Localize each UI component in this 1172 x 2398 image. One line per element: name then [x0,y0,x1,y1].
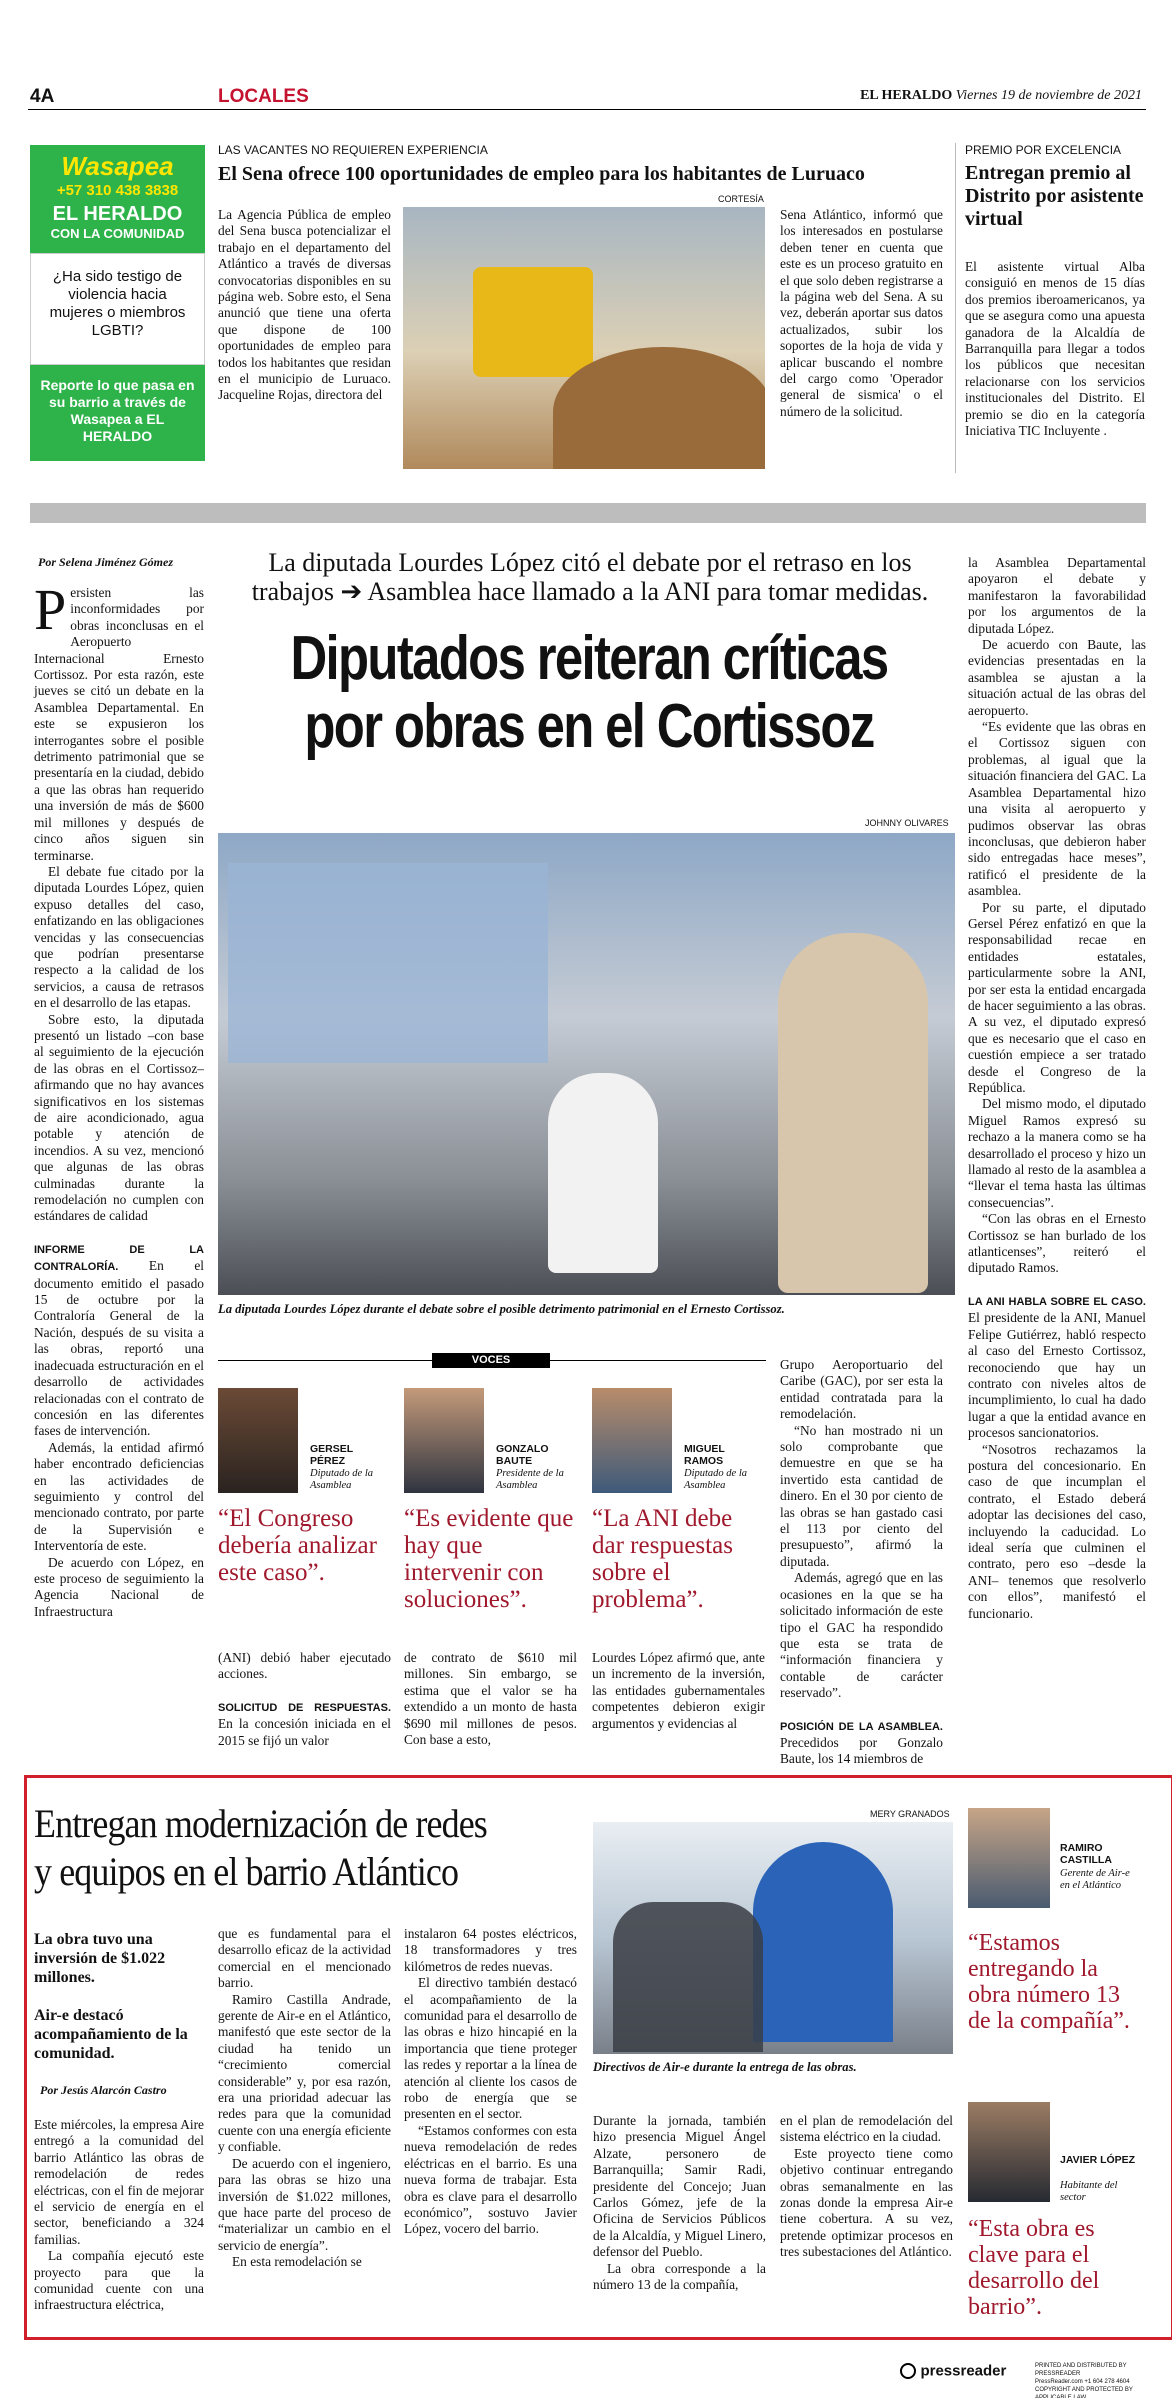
voz-quote-perez: “El Congreso debería analizar este caso”. [218,1505,377,1586]
right-p1: la Asamblea Departamental apoyaron el debate y manifestaron la favorabilidad por los argumentos de la diputada López. [968,555,1146,636]
pressreader-brand: pressreader [920,2362,1007,2380]
footer-copyright: COPYRIGHT AND PROTECTED BY APPLICABLE LAW [1035,2387,1133,2398]
mid-p1: Grupo Aeroportuario del Caribe (GAC), por ser esta la entidad contratada para la remodelación. [780,1357,943,1422]
left-p5: Además, la entidad afirmó haber encontrado deficiencias en las actividades de seguimiento y control del mencionado contrato, por parte de la Supervisión e Interventoría de este. [34,1439,204,1554]
portrait-lopez [968,2102,1050,2202]
main-photo-credit: JOHNNY OLIVARES [865,818,949,828]
ad-brand: Wasapea [61,151,174,181]
voz-quote-castilla: “Estamos entregando la obra número 13 de la compañía”. [968,1930,1130,2034]
air-col1-p2: La compañía ejecutó este proyecto para que la comunidad cuente con una infraestructura eléctrica, [34,2248,204,2313]
voz-quote-lopez: “Esta obra es clave para el desarrollo del barrio”. [968,2216,1100,2320]
air-col1-p1: Este miércoles, la empresa Aire entregó a la comunidad del barrio Atlántico las obras de remodelación de redes eléctricas, con el fin de mejorar el servicio de energía en el sector, beneficiando a 324 familias. [34,2117,204,2247]
voz-role-ramos: Diputado de la Asamblea [684,1468,747,1491]
voz-perez [218,1388,398,1586]
voz-name-baute: GONZALO BAUTE [496,1443,549,1467]
dropcap: P [34,577,67,642]
alba-divider [955,143,956,473]
left-p1: ersisten las inconformidades por obras inconclusas en el Aeropuerto Internacional Ernesto Cortissoz. Por esta razón, este jueves se citó un debate en la Asamblea Departamental. En este se expusieron los interrogantes sobre el posible detrimento patrimonial que se presentaría en la ciudad, debido a que las obras han requerido una inversión de más de $600 mil millones y después de cinco años siguen sin terminarse. [34,585,204,863]
mid-p4: Precedidos por Gonzalo Baute, los 14 miembros de [780,1734,943,1767]
voces-label: VOCES [432,1353,550,1368]
footer-legal [1035,2362,1150,2398]
main-photo [218,833,955,1295]
air-col4 [593,2113,766,2293]
portrait-baute [404,1388,484,1493]
voz-role-castilla: Gerente de Air-e en el Atlántico [1060,1868,1130,1891]
sena-kicker: LAS VACANTES NO REQUIEREN EXPERIENCIA [218,143,488,157]
projector-screen [228,863,548,1063]
right-p8: “Nosotros rechazamos la postura del concesionario. En caso de que incumplan el contrato, el Estado deberá adoptar las decisiones del caso, incluyendo la caducidad. Lo ideal sería que culminen el contrato, pero eso –desde la ANI– tenemos que resolverlo con ellos”, manifestó el funcionario. [968,1441,1146,1621]
air-col4-p1: Durante la jornada, también hizo presencia Miguel Ángel Alzate, personero de Barranquilla; Samir Radi, presidente del Concejo; Juan Carlos Gómez, jefe de la Oficina de Servicios Públicos de la Alcaldía, y Miguel Linero, defensor del Pueblo. [593,2113,766,2260]
right-p6: “Con las obras en el Ernesto Cortissoz se han burlado de los atlanticenses”, reiteró el diputado Ramos. [968,1211,1146,1276]
air-photo-credit: MERY GRANADOS [870,1809,950,1819]
people-group [613,1902,763,2052]
ad-question: ¿Ha sido testigo de violencia hacia mujeres o miembros LGBTI? [30,253,205,365]
alba-body: El asistente virtual Alba consiguió en menos de 15 días dos premios iberoamericanos, ya que se asegura como una apuesta ganadora de la Alcaldía de Barranquilla para llegar a todos los públicos que necesitan relacionarse con los servicios institucionales del Distrito. El premio se dio en la categoría Iniciativa TIC Incluyente . [965,259,1145,439]
air-col5-p1: en el plan de remodelación del sistema eléctrico en la ciudad. [780,2113,953,2145]
main-byline: Por Selena Jiménez Gómez [38,555,173,569]
bottom-c1-sub-para [218,1699,391,1749]
air-col3 [404,1926,577,2238]
voz-name-perez: GERSEL PÉREZ [310,1443,353,1467]
ad-org-sub: CON LA COMUNIDAD [50,226,185,241]
air-voz-castilla [968,1808,1148,2034]
voz-quote-ramos: “La ANI debe dar respuestas sobre el problema”. [592,1505,733,1613]
voz-name-castilla: RAMIRO CASTILLA [1060,1842,1112,1866]
bottom-c1-p1: (ANI) debió haber ejecutado acciones. [218,1650,391,1682]
sena-headline: El Sena ofrece 100 oportunidades de empleo para los habitantes de Luruaco [218,163,865,185]
left-p3: Sobre esto, la diputada presentó un listado –con base al seguimiento de la ejecución de las obras en el Cortissoz– afirmando que no hay avances significativos en los sistemas de aire acondicionado, agua potable y atención de incendios. A su vez, mencionó que algunas de las obras culminadas durante la remodelación no cumplen con estándares de calidad [34,1011,204,1224]
mid-p3: Además, agregó que en las ocasiones en la que se ha solicitado información de este tipo el GAC ha respondido que esta se trata de “información financiera y contable de carácter reservado”. [780,1570,943,1701]
air-col4-p2: La obra corresponde a la número 13 de la compañía, [593,2260,766,2293]
right-p7: El presidente de la ANI, Manuel Felipe Gutiérrez, habló respecto al caso del Ernesto Cortissoz, reconociendo que hay un contrato con niveles altos de incumplimiento, lo cual ha dado lugar a que la entidad avance en procesos sancionatorios. [968,1310,1146,1441]
air-headline-2: y equipos en el barrio Atlántico [34,1849,459,1894]
voz-role-baute: Presidente de la Asamblea [496,1468,564,1491]
alba-headline: Entregan premio al Distrito por asistente virtual [965,162,1144,230]
main-bottom-c2: de contrato de $610 mil millones. Sin embargo, se estima que el valor se ha extendido a un monto de hasta $690 mil millones de pesos. Con base a esto, [404,1650,577,1748]
portrait-castilla [968,1808,1050,1908]
main-bottom-c1 [218,1650,391,1749]
air-byline: Por Jesús Alarcón Castro [40,2083,167,2097]
main-caption: La diputada Lourdes López durante el debate sobre el posible detrimento patrimonial en el Ernesto Cortissoz. [218,1302,785,1316]
section-label: LOCALES [218,86,309,107]
left-subhead: INFORME DE LA CONTRALORÍA. [34,1243,204,1274]
left-p2: El debate fue citado por la diputada Lourdes López, quien expuso detalles del caso, enfatizando en las obligaciones vencidas y las consecuencias que podrían presentarse respecto a la calidad de los servicios, a causa de retrasos en el desarrollo de las etapas. [34,863,204,1011]
air-col2-p2: Ramiro Castilla Andrade, gerente de Air-e en el Atlántico, manifestó que este sector de la ciudad ha tenido un “crecimiento comercial considerable” y, por esa razón, era una prioridad adecuar las redes para que la comunidad cuente con una energía eficiente y confiable. [218,1991,391,2155]
ad-org: EL HERALDO [52,203,183,225]
main-headline-1: Diputados reiteran críticas [290,624,888,693]
main-bottom-c3: Lourdes López afirmó que, ante un incremento de la inversión, las entidades gubernamentales competentes debieron exigir argumentos y evidencias al [592,1650,765,1731]
voz-role-lopez: Habitante del sector [1060,2180,1118,2203]
banner-shape [753,1842,893,2042]
main-left-col [34,577,204,1620]
sena-photo [403,207,765,469]
air-col2-p3: De acuerdo con el ingeniero, para las obras se hizo una inversión de $1.022 millones, que hace parte del proceso de “materializar un cambio en el servicio de energía”. [218,2155,391,2253]
ad-cta: Reporte lo que pasa en su barrio a través de Wasapea a EL HERALDO [30,365,205,461]
right-sub-para [968,1293,1146,1442]
main-headline-2: por obras en el Cortissoz [304,692,874,761]
seated-figure [548,1073,658,1273]
page-number: 4A [30,86,55,107]
air-col2-p4: En esta remodelación se [232,2254,362,2270]
pressreader-footer[interactable] [900,2362,1150,2398]
right-p5: Del mismo modo, el diputado Miguel Ramos expresó su rechazo a la manera como se ha desarrollado el proceso y hizo un llamado al resto de la asamblea a “llevar el tema hasta las últimas consecuencias”. [968,1096,1146,1210]
pressreader-logo-icon [900,2363,916,2379]
sena-credit: CORTESÍA [718,194,764,204]
mid-subhead: POSICIÓN DE LA ASAMBLEA. [780,1720,943,1733]
air-voz-lopez [968,2102,1148,2320]
air-col5 [780,2113,953,2261]
air-highlight-1: La obra tuvo una inversión de $1.022 millones. [34,1931,166,1986]
air-photo [593,1822,953,2054]
air-col5-p2: Este proyecto tiene como objetivo continuar entregando obras semanalmente en las zonas donde la empresa Air-e tiene cobertura. A su vez, pretende optimizar procesos en tres subestaciones del Atlántico. [780,2145,953,2260]
air-col2 [218,1926,391,2271]
issue-date: Viernes 19 de noviembre de 2021 [955,88,1142,103]
air-col3-p2: El directivo también destacó el acompañamiento de la comunidad para el desarrollo de las obras e hizo hincapié en la importancia que tiene proteger las redes y reportar a la línea de atención al cliente los casos de robo de energía que se presenten en el sector. [404,1975,577,2122]
voz-quote-baute: “Es evidente que hay que intervenir con soluciones”. [404,1505,574,1613]
ad-phone: +57 310 438 3838 [56,182,179,199]
voz-role-perez: Diputado de la Asamblea [310,1468,373,1491]
ad-top [30,145,205,253]
air-col2-p1: que es fundamental para el desarrollo eficaz de la actividad comercial en el mencionado barrio. [218,1926,391,1991]
alba-kicker: PREMIO POR EXCELENCIA [965,143,1122,157]
paper-date [860,88,1142,104]
left-p4: En el documento emitido el pasado 15 de octubre por la Contraloría General de la Nación, después de su visita a las obras, reportó una inadecuada estructuración en el desarrollo de actividades relacionadas con el contrato de concesión en las diferentes fases de intervención. [34,1258,204,1439]
air-headline-1: Entregan modernización de redes [34,1801,487,1846]
footer-printed: PRINTED AND DISTRIBUTED BY PRESSREADER [1035,2363,1127,2377]
right-p3: “Es evidente que las obras en el Cortissoz siguen con problemas, al igual que la situación financiera del GAC. La Asamblea Departamental hizo una visita al aeropuerto y pudimos observar las obras inconclusas, que debieron haber sido entregadas hace meses”, ratificó el presidente de la asamblea. [968,719,1146,899]
air-caption: Directivos de Air-e durante la entrega de las obras. [593,2060,857,2074]
bottom-c1-subhead: SOLICITUD DE RESPUESTAS. [218,1701,391,1714]
right-subhead: LA ANI HABLA SOBRE EL CASO. [968,1295,1146,1308]
sena-col2: Sena Atlántico, informó que los interesados en postularse deben tener en cuenta que este es un proceso gratuito en el que solo deben registrarse a la página web del Sena. A su vez, deberán aportar sus datos actualizados, subir los soportes de la hoja de vida y aplicar buscando el nombre del cargo como 'Operador general de sismica' o el número de la solicitud. [780,207,943,419]
dirt-mound [553,347,765,469]
air-col3-p3: “Estamos conformes con esta nueva remodelación de redes eléctricas en el barrio. Es una nueva forma de trabajar. Esta obra es clave para el desarrollo económico”, sostuvo Javier López, vocero del barrio. [404,2122,577,2237]
footer-url: PressReader.com +1 604 278 4604 [1035,2379,1130,2385]
speaker-figure [778,933,928,1293]
sena-col1: La Agencia Pública de empleo del Sena busca potencializar el trabajo en el departamento del Atlántico a través de diversas convocatorias disponibles en su página web. Sobre esto, el Sena anunció que tiene una oferta que dispone de 100 oportunidades de empleo para todos los habitantes que residan en el municipio de Luruaco. Jacqueline Rojas, directora del [218,207,391,403]
paper-name: EL HERALDO [860,88,953,103]
portrait-ramos [592,1388,672,1493]
voz-name-lopez: JAVIER LÓPEZ [1060,2154,1136,2166]
section-divider-bar [30,503,1146,523]
voz-name-ramos: MIGUEL RAMOS [684,1443,725,1467]
portrait-perez [218,1388,298,1493]
right-p4: Por su parte, el diputado Gersel Pérez enfatizó en que la responsabilidad recae en entidades estatales, particularmente sobre la ANI, por ser esta la entidad encargada de hacer seguimiento a las obras. A su vez, el diputado expresó que es necesario que el caso en cuestión empiece a ser tratado desde el Congreso de la República. [968,899,1146,1095]
right-p2: De acuerdo con Baute, las evidencias presentadas en la asamblea se ajustan a la situación actual de las obras del aeropuerto. [968,637,1146,718]
main-right-col [968,555,1146,1622]
left-sub-para [34,1241,204,1440]
main-mid-col [780,1357,943,1768]
voz-ramos [592,1388,772,1613]
wasapea-ad[interactable] [30,145,205,470]
air-col3-p1: instalaron 64 postes eléctricos, 18 transformadores y tres kilómetros de redes nuevas. [404,1926,577,1974]
air-col1 [34,2117,204,2314]
mid-sub-para [780,1718,943,1768]
mid-p2: “No han mostrado ni un solo comprobante que demuestre en que se ha invertido esta cantidad de dinero. En el 30 por ciento de las obras se han gastado casi el 113 por ciento del presupuesto”, afirmó la diputada. [780,1422,943,1569]
voz-baute [404,1388,584,1613]
main-deck: La diputada Lourdes López citó el debate por el retraso en los trabajos ➔ Asamblea hace llamado a la ANI para tomar medidas. [251,548,929,606]
air-highlight-2: Air-e destacó acompañamiento de la comunidad. [34,2007,188,2062]
left-p6: De acuerdo con López, en este proceso de seguimiento la Agencia Nacional de Infraestructura [34,1554,204,1619]
bottom-c1-p2: En la concesión iniciada en el 2015 se fijó un valor [218,1716,391,1748]
loader-shape [473,267,593,377]
